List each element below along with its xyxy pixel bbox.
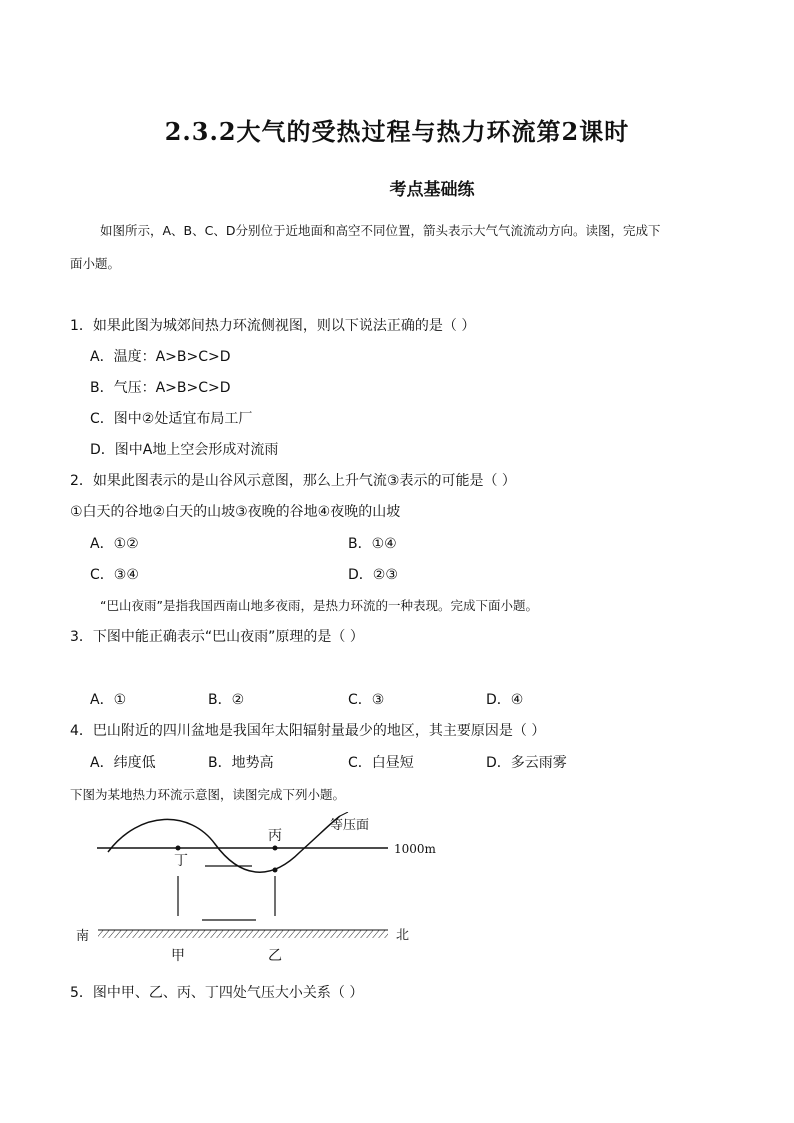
label-bing: 丙 <box>268 828 282 844</box>
question-2-option-b: B．①④ <box>348 536 397 552</box>
isobar-label-leader <box>340 812 348 816</box>
ground-hatch <box>98 930 388 938</box>
question-4-option-c: C．白昼短 <box>348 755 414 771</box>
question-1-option-a: A．温度：A>B>C>D <box>90 349 231 365</box>
question-2-option-a: A．①② <box>90 536 139 552</box>
thermal-circulation-diagram <box>70 812 450 967</box>
question-5-stem: 5．图中甲、乙、丙、丁四处气压大小关系（ ） <box>70 985 364 1001</box>
page-subtitle: 考点基础练 <box>389 180 475 200</box>
intro-paragraph-2: “巴山夜雨”是指我国西南山地多夜雨，是热力环流的一种表现。完成下面小题。 <box>100 598 538 613</box>
question-1-option-b: B．气压：A>B>C>D <box>90 380 231 396</box>
question-1-stem: 1．如果此图为城郊间热力环流侧视图，则以下说法正确的是（ ） <box>70 318 476 334</box>
label-jia: 甲 <box>171 948 185 964</box>
question-3-option-c: C．③ <box>348 692 385 708</box>
question-3-option-d: D．④ <box>486 692 524 708</box>
altitude-label: 1000m <box>394 842 436 856</box>
curve-low-point <box>273 868 278 873</box>
question-3-stem: 3．下图中能正确表示“巴山夜雨”原理的是（ ） <box>70 629 364 645</box>
question-2-items: ①白天的谷地②白天的山坡③夜晚的谷地④夜晚的山坡 <box>70 504 401 520</box>
isobaric-surface-curve <box>108 816 340 872</box>
label-north: 北 <box>396 928 410 943</box>
question-2-option-d: D．②③ <box>348 567 398 583</box>
question-3-option-b: B．② <box>208 692 245 708</box>
intro-paragraph-line2: 面小题。 <box>70 256 121 271</box>
point-ding <box>176 846 181 851</box>
point-bing <box>273 846 278 851</box>
question-4-stem: 4．巴山附近的四川盆地是我国年太阳辐射量最少的地区，其主要原因是（ ） <box>70 723 546 739</box>
question-2-option-c: C．③④ <box>90 567 139 583</box>
label-ding: 丁 <box>174 853 188 869</box>
intro-paragraph-3: 下图为某地热力环流示意图，读图完成下列小题。 <box>70 787 346 802</box>
isobar-label: 等压面 <box>330 818 370 833</box>
question-1-option-c: C．图中②处适宜布局工厂 <box>90 411 253 427</box>
question-2-stem: 2．如果此图表示的是山谷风示意图，那么上升气流③表示的可能是（ ） <box>70 473 516 489</box>
question-3-option-a: A．① <box>90 692 127 708</box>
question-4-option-d: D．多云雨雾 <box>486 755 567 771</box>
label-south: 南 <box>76 929 90 944</box>
label-yi: 乙 <box>268 948 282 964</box>
question-1-option-d: D．图中A地上空会形成对流雨 <box>90 442 279 458</box>
question-4-option-b: B．地势高 <box>208 755 274 771</box>
question-4-option-a: A．纬度低 <box>90 755 156 771</box>
intro-paragraph-line1: 如图所示，A、B、C、D分别位于近地面和高空不同位置，箭头表示大气气流流动方向。读图，完成下 <box>100 223 661 238</box>
page-title: 2.3.2大气的受热过程与热力环流第2课时 <box>164 117 630 146</box>
